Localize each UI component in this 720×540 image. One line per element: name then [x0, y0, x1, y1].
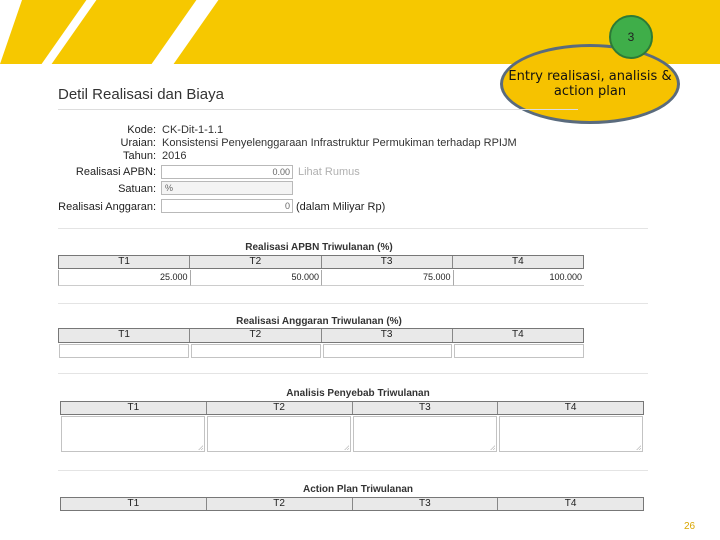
table-header-action-plan	[60, 497, 644, 511]
table-title-apbn: Realisasi APBN Triwulanan (%)	[245, 242, 393, 253]
table-title-analisis: Analisis Penyebab Triwulanan	[286, 388, 430, 399]
table-row-apbn	[58, 270, 584, 286]
step-callout-text: Entry realisasi, analisis & action plan	[508, 69, 672, 99]
lihat-rumus-link[interactable]: Lihat Rumus	[298, 166, 360, 178]
tahun-label: Tahun:	[122, 150, 156, 162]
kode-label: Kode:	[127, 124, 156, 136]
divider	[58, 228, 648, 229]
apbn-t1-input[interactable]: 25.000	[58, 270, 190, 286]
step-number-badge: 3	[609, 15, 653, 59]
column-header-t1: T1	[59, 256, 190, 268]
kode-value: CK-Dit-1-1.1	[162, 124, 224, 136]
divider	[58, 109, 578, 110]
uraian-value: Konsistensi Penyelenggaraan Infrastruktur Permukiman terhadap RPIJM	[162, 137, 517, 149]
column-header-t4: T4	[564, 498, 577, 509]
table-header-analisis	[60, 401, 644, 415]
column-header-t3: T3	[353, 402, 499, 414]
anggaran-t1-input[interactable]	[59, 344, 189, 358]
banner-stripe	[42, 0, 97, 64]
table-title-action-plan: Action Plan Triwulanan	[302, 484, 413, 495]
apbn-t4-input[interactable]: 100.000	[453, 270, 585, 286]
anggaran-t4-input[interactable]	[454, 344, 584, 358]
apbn-input[interactable]: 0.00	[161, 165, 293, 179]
column-header-t2: T2	[207, 498, 353, 510]
column-header-t1: T1	[61, 498, 207, 510]
column-header-t3: T3	[322, 329, 453, 342]
anggaran-t2-input[interactable]	[191, 344, 321, 358]
resize-handle-icon[interactable]	[343, 444, 349, 450]
apbn-t3-input[interactable]: 75.000	[321, 270, 453, 286]
banner-wedge	[0, 0, 22, 64]
apbn-label: Realisasi APBN:	[75, 166, 156, 178]
anggaran-unit-note: (dalam Miliyar Rp)	[296, 201, 386, 213]
step-callout	[500, 44, 680, 124]
satuan-label: Satuan:	[118, 183, 156, 195]
table-header-anggaran	[58, 328, 584, 343]
analisis-t3-textarea[interactable]	[353, 416, 497, 452]
column-header-t3: T3	[353, 498, 499, 510]
column-header-t1: T1	[61, 402, 207, 414]
divider	[58, 303, 648, 304]
column-header-t2: T2	[190, 329, 321, 342]
column-header-t4: T4	[564, 402, 577, 413]
table-title-anggaran: Realisasi Anggaran Triwulanan (%)	[236, 316, 402, 327]
anggaran-input[interactable]: 0	[161, 199, 293, 213]
column-header-t3: T3	[322, 256, 453, 268]
analisis-t2-textarea[interactable]	[207, 416, 351, 452]
page-title: Detil Realisasi dan Biaya	[58, 86, 224, 103]
resize-handle-icon[interactable]	[635, 444, 641, 450]
page-number: 26	[684, 521, 696, 532]
table-header-apbn	[58, 255, 584, 269]
anggaran-label: Realisasi Anggaran:	[58, 201, 156, 213]
divider	[58, 470, 648, 471]
column-header-t4: T4	[512, 329, 524, 340]
divider	[58, 373, 648, 374]
column-header-t4: T4	[512, 256, 524, 267]
satuan-input[interactable]: %	[161, 181, 293, 195]
tahun-value: 2016	[162, 150, 187, 162]
analisis-t4-textarea[interactable]	[499, 416, 643, 452]
column-header-t1: T1	[59, 329, 190, 342]
column-header-t2: T2	[190, 256, 321, 268]
resize-handle-icon[interactable]	[489, 444, 495, 450]
anggaran-t3-input[interactable]	[323, 344, 452, 358]
banner-stripe	[152, 0, 219, 64]
column-header-t2: T2	[207, 402, 353, 414]
analisis-t1-textarea[interactable]	[61, 416, 205, 452]
uraian-label: Uraian:	[120, 137, 156, 149]
resize-handle-icon[interactable]	[197, 444, 203, 450]
apbn-t2-input[interactable]: 50.000	[190, 270, 322, 286]
